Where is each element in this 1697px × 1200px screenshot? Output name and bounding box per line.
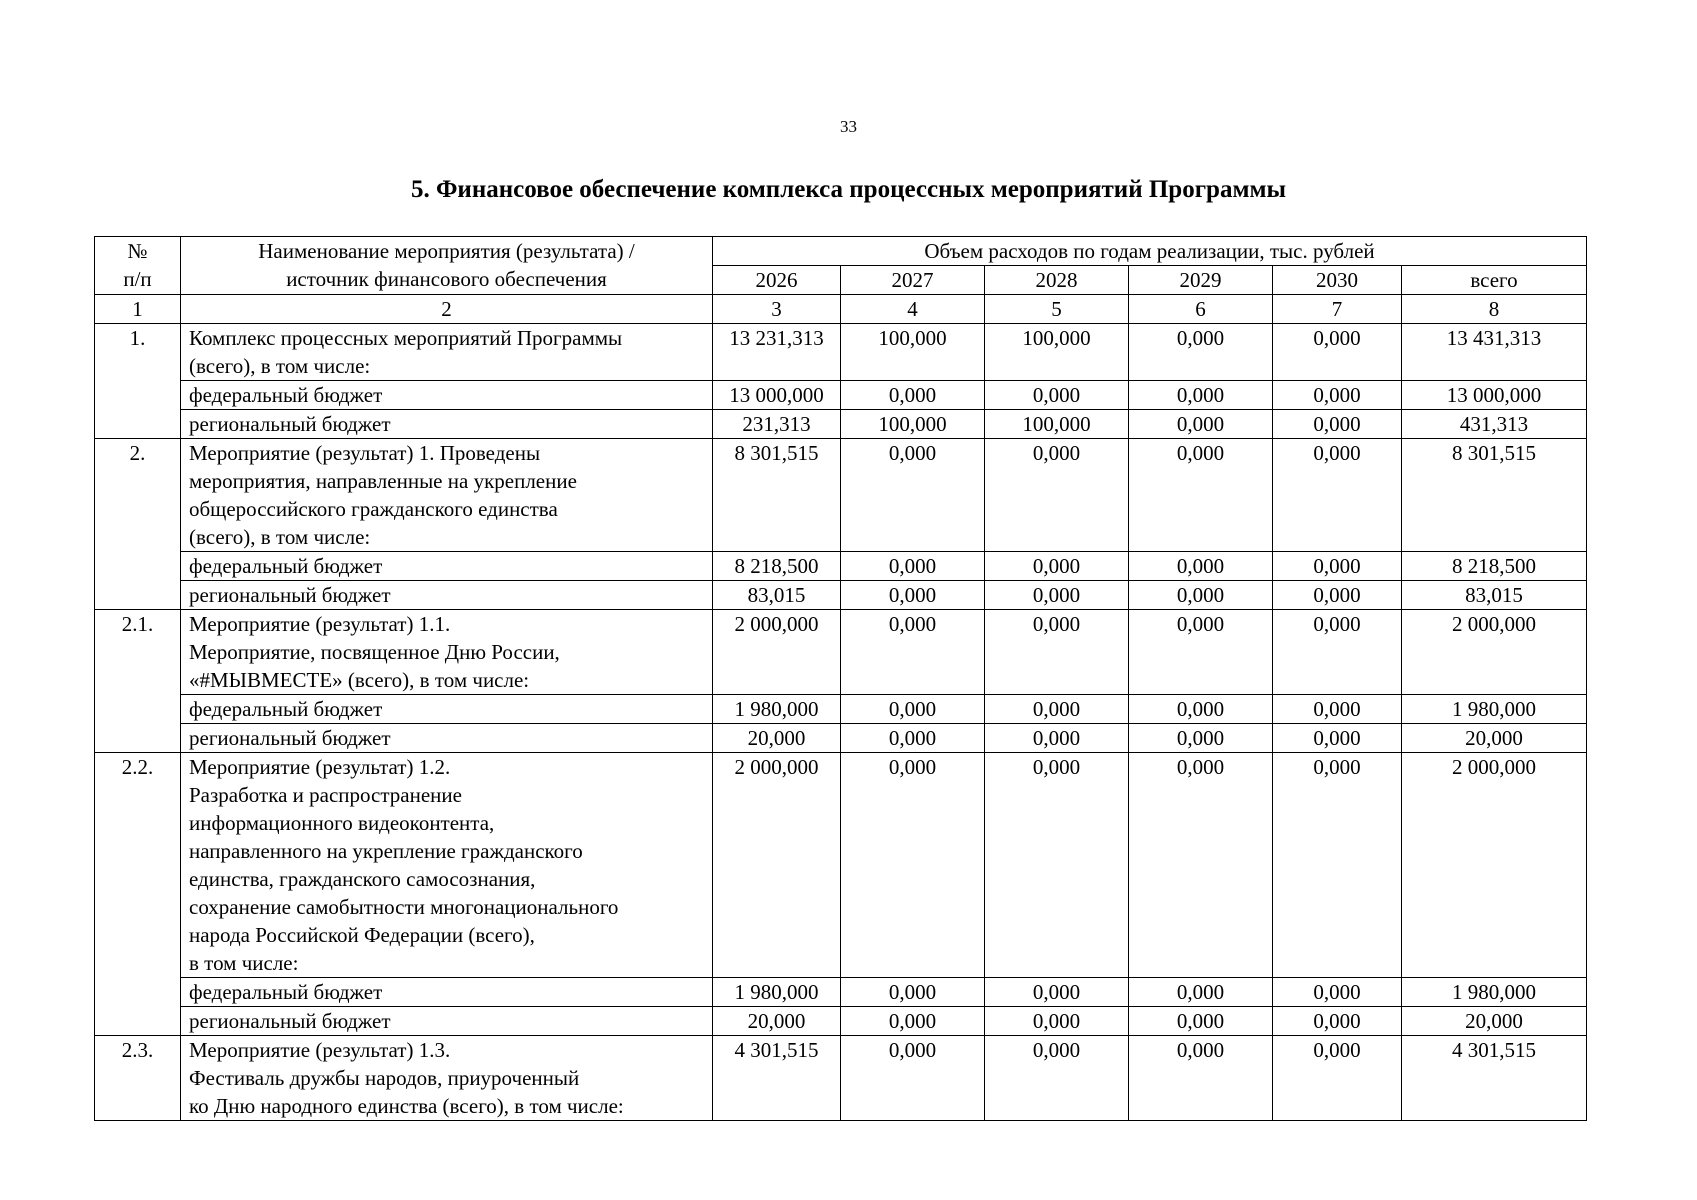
table-subrow xyxy=(95,410,1587,439)
subrow-value: 0,000 xyxy=(1129,581,1273,610)
subrow-total: 20,000 xyxy=(1402,1007,1587,1036)
subrow-value: 0,000 xyxy=(841,581,985,610)
column-number: 7 xyxy=(1273,295,1402,324)
row-number: 2. xyxy=(95,439,181,610)
subrow-value: 0,000 xyxy=(1273,1007,1402,1036)
row-total: 13 431,313 xyxy=(1402,324,1587,381)
row-name-line: Мероприятие (результат) 1.1. xyxy=(189,612,451,636)
table-row xyxy=(95,753,1587,978)
subrow-value: 0,000 xyxy=(1129,381,1273,410)
subrow-value: 0,000 xyxy=(1273,724,1402,753)
subrow-value: 0,000 xyxy=(841,978,985,1007)
subrow-source: федеральный бюджет xyxy=(181,695,713,724)
header-year: 2027 xyxy=(841,266,985,295)
header-number-abbr: п/п xyxy=(123,267,152,291)
table-body xyxy=(95,324,1587,1121)
row-value: 2 000,000 xyxy=(713,610,841,695)
subrow-value: 0,000 xyxy=(1129,552,1273,581)
page-title: 5. Финансовое обеспечение комплекса процессных мероприятий Программы xyxy=(410,176,1287,203)
subrow-total: 1 980,000 xyxy=(1402,695,1587,724)
subrow-value: 0,000 xyxy=(1273,552,1402,581)
header-volume: Объем расходов по годам реализации, тыс. рублей xyxy=(713,237,1587,266)
subrow-total: 431,313 xyxy=(1402,410,1587,439)
row-name-line: ко Дню народного единства (всего), в том числе: xyxy=(189,1094,624,1118)
subrow-value: 0,000 xyxy=(1273,381,1402,410)
header-year: 2026 xyxy=(713,266,841,295)
subrow-value: 0,000 xyxy=(841,381,985,410)
row-value: 0,000 xyxy=(1273,1036,1402,1121)
column-number: 1 xyxy=(95,295,181,324)
row-name-line: Мероприятие (результат) 1.2. xyxy=(189,755,451,779)
header-name-line: источник финансового обеспечения xyxy=(286,267,607,291)
page-number: 33 xyxy=(840,117,857,136)
table-subrow xyxy=(95,552,1587,581)
subrow-source: региональный бюджет xyxy=(181,724,713,753)
header-name-column xyxy=(181,237,713,295)
subrow-total: 8 218,500 xyxy=(1402,552,1587,581)
subrow-value: 100,000 xyxy=(841,410,985,439)
subrow-value: 13 000,000 xyxy=(713,381,841,410)
header-row-1 xyxy=(95,237,1587,266)
row-value: 0,000 xyxy=(1129,610,1273,695)
row-value: 13 231,313 xyxy=(713,324,841,381)
row-name-line: информационного видеоконтента, xyxy=(189,811,495,835)
row-value: 0,000 xyxy=(841,1036,985,1121)
subrow-value: 20,000 xyxy=(713,724,841,753)
header-number-column xyxy=(95,237,181,295)
row-number: 2.2. xyxy=(95,753,181,1036)
header-year: 2029 xyxy=(1129,266,1273,295)
table-subrow xyxy=(95,581,1587,610)
row-value: 0,000 xyxy=(985,1036,1129,1121)
subrow-value: 0,000 xyxy=(1273,695,1402,724)
subrow-value: 0,000 xyxy=(841,1007,985,1036)
row-value: 0,000 xyxy=(841,753,985,978)
row-value: 0,000 xyxy=(1273,439,1402,552)
subrow-source: региональный бюджет xyxy=(181,581,713,610)
header-year: 2030 xyxy=(1273,266,1402,295)
row-name-line: Разработка и распространение xyxy=(189,783,462,807)
row-value: 100,000 xyxy=(841,324,985,381)
table-subrow xyxy=(95,695,1587,724)
header-name-line: Наименование мероприятия (результата) / xyxy=(258,239,635,263)
subrow-value: 0,000 xyxy=(1129,1007,1273,1036)
row-name-line: Мероприятие (результат) 1.3. xyxy=(189,1038,451,1062)
row-name-line: Фестиваль дружбы народов, приуроченный xyxy=(189,1066,580,1090)
column-number: 8 xyxy=(1402,295,1587,324)
row-name xyxy=(181,753,713,978)
row-value: 0,000 xyxy=(1273,324,1402,381)
subrow-total: 20,000 xyxy=(1402,724,1587,753)
subrow-value: 0,000 xyxy=(841,724,985,753)
subrow-value: 0,000 xyxy=(985,1007,1129,1036)
row-value: 0,000 xyxy=(1129,439,1273,552)
row-name-line: Комплекс процессных мероприятий Программы xyxy=(189,326,623,350)
subrow-value: 0,000 xyxy=(1129,410,1273,439)
row-value: 2 000,000 xyxy=(713,753,841,978)
subrow-source: федеральный бюджет xyxy=(181,552,713,581)
row-name-line: «#МЫВМЕСТЕ» (всего), в том числе: xyxy=(189,668,530,692)
row-value: 0,000 xyxy=(841,439,985,552)
row-total: 2 000,000 xyxy=(1402,610,1587,695)
row-value: 0,000 xyxy=(841,610,985,695)
row-name-line: общероссийского гражданского единства xyxy=(189,497,558,521)
table-row xyxy=(95,324,1587,381)
row-value: 0,000 xyxy=(1273,610,1402,695)
column-number: 2 xyxy=(181,295,713,324)
row-name-line: народа Российской Федерации (всего), xyxy=(189,923,535,947)
subrow-total: 83,015 xyxy=(1402,581,1587,610)
row-name-line: мероприятия, направленные на укрепление xyxy=(189,469,577,493)
table-subrow xyxy=(95,381,1587,410)
header-row-column-numbers xyxy=(95,295,1587,324)
subrow-source: федеральный бюджет xyxy=(181,978,713,1007)
header-total: всего xyxy=(1402,266,1587,295)
table-subrow xyxy=(95,1007,1587,1036)
row-name-line: Мероприятие (результат) 1. Проведены xyxy=(189,441,541,465)
subrow-value: 0,000 xyxy=(985,552,1129,581)
row-name-line: в том числе: xyxy=(189,951,299,975)
row-value: 4 301,515 xyxy=(713,1036,841,1121)
subrow-value: 0,000 xyxy=(841,695,985,724)
column-number: 3 xyxy=(713,295,841,324)
subrow-value: 0,000 xyxy=(1273,410,1402,439)
table-subrow xyxy=(95,978,1587,1007)
row-value: 0,000 xyxy=(1129,1036,1273,1121)
subrow-value: 8 218,500 xyxy=(713,552,841,581)
subrow-value: 231,313 xyxy=(713,410,841,439)
header-year: 2028 xyxy=(985,266,1129,295)
subrow-value: 0,000 xyxy=(985,581,1129,610)
column-number: 6 xyxy=(1129,295,1273,324)
row-total: 2 000,000 xyxy=(1402,753,1587,978)
subrow-source: федеральный бюджет xyxy=(181,381,713,410)
row-name xyxy=(181,610,713,695)
column-number: 5 xyxy=(985,295,1129,324)
row-value: 0,000 xyxy=(985,610,1129,695)
row-name xyxy=(181,324,713,381)
row-value: 0,000 xyxy=(985,439,1129,552)
subrow-value: 0,000 xyxy=(841,552,985,581)
row-name-line: сохранение самобытности многонационального xyxy=(189,895,619,919)
header-number-sign: № xyxy=(127,239,148,263)
row-number: 2.3. xyxy=(95,1036,181,1121)
subrow-value: 83,015 xyxy=(713,581,841,610)
table-subrow xyxy=(95,724,1587,753)
subrow-value: 0,000 xyxy=(1129,978,1273,1007)
subrow-value: 20,000 xyxy=(713,1007,841,1036)
row-value: 0,000 xyxy=(985,753,1129,978)
subrow-value: 1 980,000 xyxy=(713,695,841,724)
subrow-value: 0,000 xyxy=(1273,581,1402,610)
row-number: 2.1. xyxy=(95,610,181,753)
subrow-value: 0,000 xyxy=(985,978,1129,1007)
row-name-line: (всего), в том числе: xyxy=(189,354,371,378)
subrow-total: 13 000,000 xyxy=(1402,381,1587,410)
row-value: 100,000 xyxy=(985,324,1129,381)
row-value: 8 301,515 xyxy=(713,439,841,552)
subrow-value: 0,000 xyxy=(985,695,1129,724)
row-total: 4 301,515 xyxy=(1402,1036,1587,1121)
subrow-value: 100,000 xyxy=(985,410,1129,439)
row-name-line: (всего), в том числе: xyxy=(189,525,371,549)
row-value: 0,000 xyxy=(1129,324,1273,381)
table-row xyxy=(95,1036,1587,1121)
subrow-value: 0,000 xyxy=(985,724,1129,753)
table-row xyxy=(95,439,1587,552)
subrow-total: 1 980,000 xyxy=(1402,978,1587,1007)
subrow-source: региональный бюджет xyxy=(181,410,713,439)
subrow-value: 0,000 xyxy=(985,381,1129,410)
subrow-source: региональный бюджет xyxy=(181,1007,713,1036)
row-name-line: единства, гражданского самосознания, xyxy=(189,867,536,891)
subrow-value: 0,000 xyxy=(1129,724,1273,753)
table-row xyxy=(95,610,1587,695)
row-total: 8 301,515 xyxy=(1402,439,1587,552)
row-name-line: направленного на укрепление гражданского xyxy=(189,839,583,863)
subrow-value: 0,000 xyxy=(1273,978,1402,1007)
financing-table xyxy=(94,236,1587,1121)
row-value: 0,000 xyxy=(1273,753,1402,978)
subrow-value: 0,000 xyxy=(1129,695,1273,724)
row-name xyxy=(181,1036,713,1121)
column-number: 4 xyxy=(841,295,985,324)
subrow-value: 1 980,000 xyxy=(713,978,841,1007)
row-number: 1. xyxy=(95,324,181,439)
row-value: 0,000 xyxy=(1129,753,1273,978)
row-name xyxy=(181,439,713,552)
row-name-line: Мероприятие, посвященное Дню России, xyxy=(189,640,560,664)
